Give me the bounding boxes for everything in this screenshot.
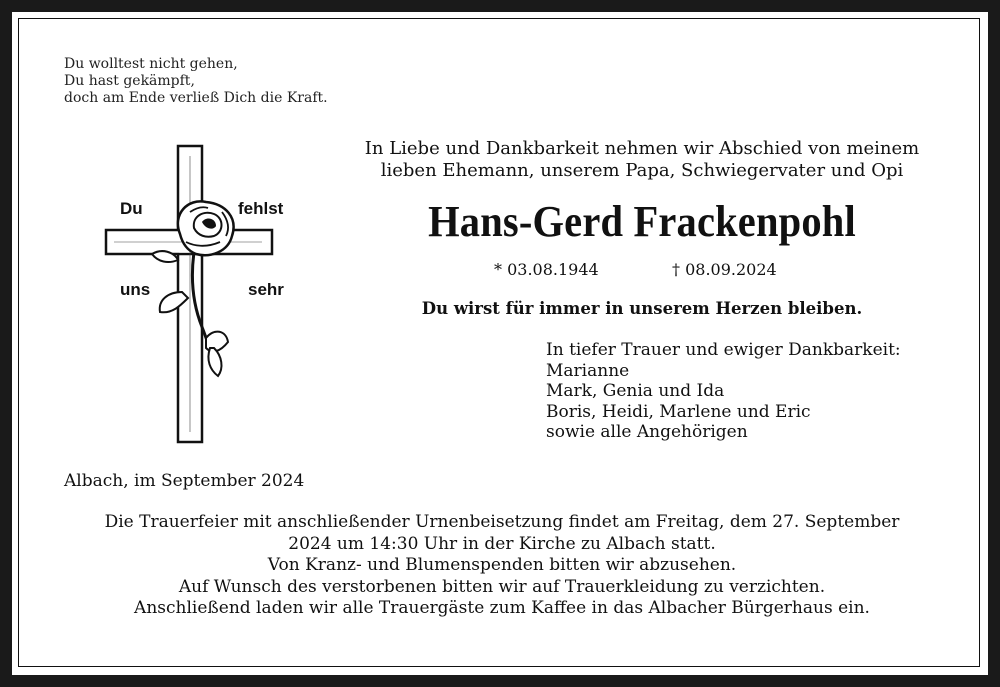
cross-word: uns <box>120 280 151 299</box>
mourners-heading: In tiefer Trauer und ewiger Dankbarkeit: <box>546 340 901 360</box>
intro-line: In Liebe und Dankbarkeit nehmen wir Abschied von meinem <box>364 138 920 159</box>
mourner-name: Mark, Genia und Ida <box>546 381 725 401</box>
mourners-block <box>546 340 901 443</box>
notice-line: Von Kranz- und Blumenspenden bitten wir abzusehen. <box>267 555 737 575</box>
intro-line: lieben Ehemann, unserem Papa, Schwiegervater und Opi <box>380 160 904 181</box>
poem-line: Du hast gekämpft, <box>64 73 195 89</box>
cross-word: fehlst <box>238 199 284 218</box>
mourner-name: Boris, Heidi, Marlene und Eric <box>546 401 811 422</box>
death-date: † 08.09.2024 <box>672 260 777 279</box>
motto: Du wirst für immer in unserem Herzen bleiben. <box>421 299 863 318</box>
cross-rose-icon <box>102 142 292 462</box>
poem-line: Du wolltest nicht gehen, <box>64 56 238 72</box>
poem-line: doch am Ende verließ Dich die Kraft. <box>64 90 328 106</box>
obituary-sheet <box>12 12 988 675</box>
place-date: Albach, im September 2024 <box>64 471 305 491</box>
birth-date: * 03.08.1944 <box>494 260 599 279</box>
notice-line: Die Trauerfeier mit anschließender Urnenbeisetzung findet am Freitag, dem 27. September <box>104 512 900 532</box>
cross-word: Du <box>120 199 143 218</box>
intro-text <box>332 138 952 182</box>
notice-line: Auf Wunsch des verstorbenen bitten wir auf Trauerkleidung zu verzichten. <box>178 576 826 597</box>
poem <box>64 56 328 107</box>
cross-word: sehr <box>248 280 284 299</box>
notice-line: 2024 um 14:30 Uhr in der Kirche zu Albach statt. <box>288 533 716 554</box>
funeral-notice <box>52 512 952 620</box>
mourner-name: sowie alle Angehörigen <box>546 422 748 442</box>
notice-line: Anschließend laden wir alle Trauergäste zum Kaffee in das Albacher Bürgerhaus ein. <box>134 598 870 618</box>
cross-with-rose <box>102 142 292 462</box>
mourner-name: Marianne <box>546 360 630 381</box>
deceased-name: Hans-Gerd Frackenpohl <box>428 197 856 246</box>
